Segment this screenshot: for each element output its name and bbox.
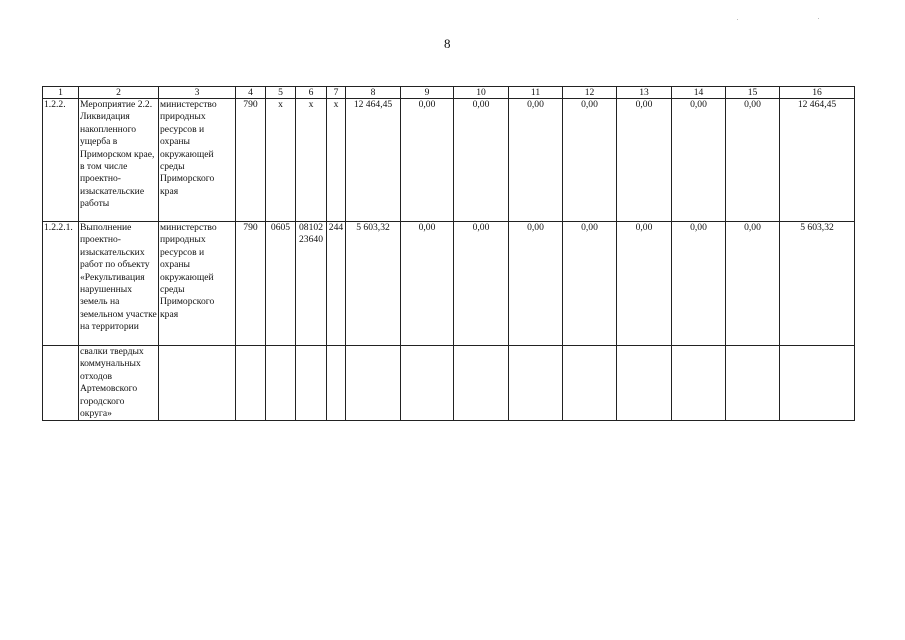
column-header: 12	[563, 87, 617, 99]
page-number: 8	[444, 36, 451, 51]
column-header: 16	[780, 87, 855, 99]
cell-col12: 0,00	[563, 222, 617, 346]
cell-col13: 0,00	[617, 99, 672, 222]
cell-col16: 12 464,45	[780, 99, 855, 222]
cell-col8: 5 603,32	[346, 222, 401, 346]
cell-col13	[617, 346, 672, 421]
row-executor	[159, 346, 236, 421]
row-code: 1.2.2.1.	[43, 222, 79, 346]
cell-col15: 0,00	[726, 222, 780, 346]
scan-speck	[818, 18, 819, 19]
cell-col8: 12 464,45	[346, 99, 401, 222]
column-header: 3	[159, 87, 236, 99]
row-code: 1.2.2.	[43, 99, 79, 222]
header-row	[43, 87, 855, 99]
column-header: 13	[617, 87, 672, 99]
scan-speck	[737, 19, 738, 20]
column-header: 15	[726, 87, 780, 99]
table-row	[43, 222, 855, 346]
table-row	[43, 99, 855, 222]
cell-col4	[236, 346, 266, 421]
cell-col12	[563, 346, 617, 421]
cell-col14: 0,00	[672, 222, 726, 346]
cell-col13: 0,00	[617, 222, 672, 346]
column-header: 2	[79, 87, 159, 99]
cell-col7	[327, 346, 346, 421]
column-header: 6	[296, 87, 327, 99]
row-name: Мероприятие 2.2. Ликвидация накопленного ущерба в Приморском крае, в том числе проектно-изыскательские работы	[79, 99, 159, 222]
cell-col10	[454, 346, 509, 421]
column-header: 14	[672, 87, 726, 99]
cell-col11	[509, 346, 563, 421]
table-row	[43, 346, 855, 421]
cell-col10: 0,00	[454, 222, 509, 346]
cell-col9: 0,00	[401, 99, 454, 222]
column-header: 9	[401, 87, 454, 99]
cell-col11: 0,00	[509, 222, 563, 346]
column-header: 10	[454, 87, 509, 99]
cell-col4: 790	[236, 99, 266, 222]
cell-col12: 0,00	[563, 99, 617, 222]
cell-col8	[346, 346, 401, 421]
cell-col10: 0,00	[454, 99, 509, 222]
column-header: 8	[346, 87, 401, 99]
cell-col6	[296, 346, 327, 421]
column-header: 4	[236, 87, 266, 99]
cell-col7: х	[327, 99, 346, 222]
cell-col7: 244	[327, 222, 346, 346]
row-executor: министерство природных ресурсов и охраны окружающей среды Приморского края	[159, 99, 236, 222]
cell-col15	[726, 346, 780, 421]
column-header: 5	[266, 87, 296, 99]
column-header: 7	[327, 87, 346, 99]
cell-col5: х	[266, 99, 296, 222]
cell-col5	[266, 346, 296, 421]
cell-col16: 5 603,32	[780, 222, 855, 346]
cell-col15: 0,00	[726, 99, 780, 222]
budget-table	[42, 86, 855, 421]
row-name: Выполнение проектно-изыскательских работ по объекту «Рекультивация нарушенных земель на земельном участке на территории	[79, 222, 159, 346]
row-executor: министерство природных ресурсов и охраны окружающей среды Приморского края	[159, 222, 236, 346]
cell-col4: 790	[236, 222, 266, 346]
cell-col11: 0,00	[509, 99, 563, 222]
cell-col14: 0,00	[672, 99, 726, 222]
row-name: свалки твердых коммунальных отходов Артемовского городского округа»	[79, 346, 159, 421]
cell-col6: 08102 23640	[296, 222, 327, 346]
cell-col9	[401, 346, 454, 421]
cell-col5: 0605	[266, 222, 296, 346]
cell-col16	[780, 346, 855, 421]
column-header: 11	[509, 87, 563, 99]
row-code	[43, 346, 79, 421]
cell-col9: 0,00	[401, 222, 454, 346]
cell-col6: х	[296, 99, 327, 222]
cell-col14	[672, 346, 726, 421]
column-header: 1	[43, 87, 79, 99]
